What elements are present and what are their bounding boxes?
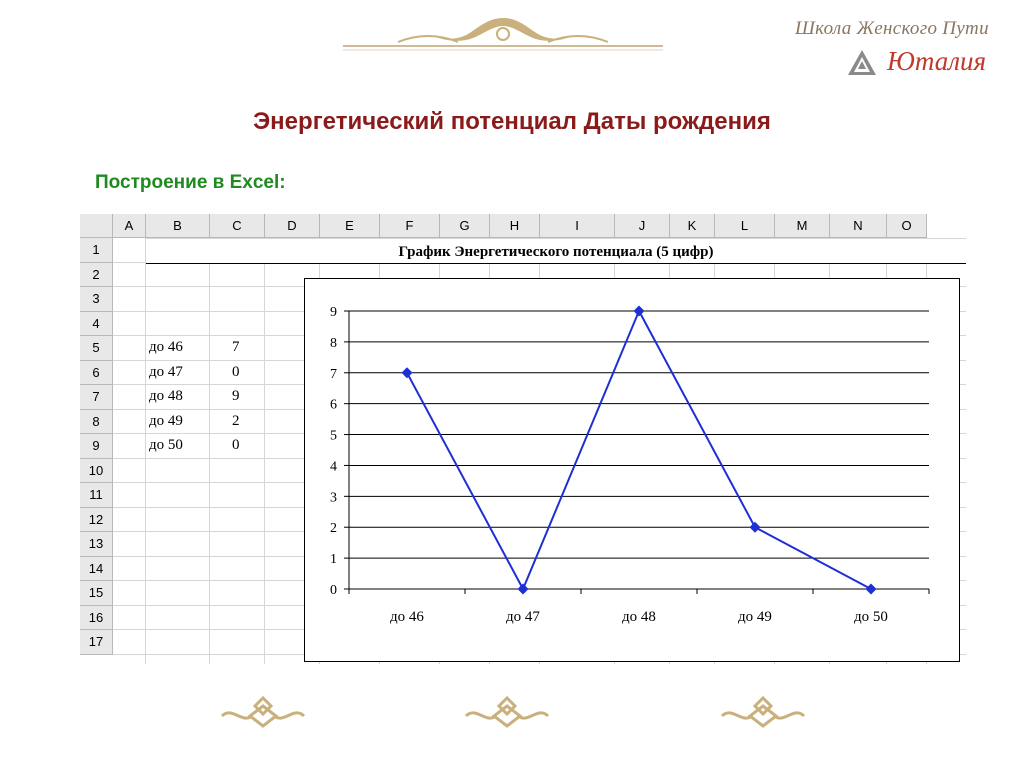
row-header: 5: [80, 336, 113, 361]
column-header: B: [146, 214, 210, 238]
column-header: I: [540, 214, 615, 238]
column-header: N: [830, 214, 887, 238]
x-tick-label: до 46: [390, 609, 424, 625]
series-line: [407, 311, 871, 589]
row-header: 9: [80, 434, 113, 459]
y-tick-label: 9: [330, 305, 337, 320]
bottom-ornament-right: [718, 694, 808, 730]
row-header: 6: [80, 361, 113, 386]
excel-sheet: [80, 214, 966, 664]
table-label-cell: до 48: [149, 388, 183, 404]
table-value-cell: 9: [232, 388, 240, 404]
table-label-cell: до 50: [149, 437, 183, 453]
y-tick-label: 4: [330, 459, 337, 475]
row-header: 8: [80, 410, 113, 435]
slide-title: Энергетический потенциал Даты рождения: [253, 108, 771, 135]
row-header: 3: [80, 287, 113, 312]
row-header: 10: [80, 459, 113, 484]
column-header: H: [490, 214, 540, 238]
column-header: F: [380, 214, 440, 238]
column-header: O: [887, 214, 927, 238]
column-header: A: [113, 214, 146, 238]
table-value-cell: 2: [232, 412, 240, 429]
brand-school-name: Школа Женского Пути: [795, 18, 989, 39]
line-chart: [305, 279, 961, 663]
column-gridline: [264, 238, 265, 664]
y-tick-label: 1: [330, 552, 337, 568]
row-header: 1: [80, 238, 113, 263]
column-header: J: [615, 214, 670, 238]
y-tick-label: 6: [330, 397, 337, 413]
lotus-icon: [845, 48, 879, 78]
data-point: [866, 584, 877, 595]
brand-logo: [845, 46, 1015, 80]
y-tick-label: 3: [330, 490, 337, 506]
bottom-ornament-left: [218, 694, 308, 730]
column-header: E: [320, 214, 380, 238]
row-header: 12: [80, 508, 113, 533]
row-header: 14: [80, 557, 113, 582]
bottom-ornament-center: [462, 694, 552, 730]
row-header: 4: [80, 312, 113, 337]
brand-name: Юталия: [887, 46, 987, 76]
sheet-corner: [80, 214, 113, 238]
table-label-cell: до 49: [149, 412, 183, 429]
y-tick-label: 2: [330, 521, 337, 537]
column-header: M: [775, 214, 830, 238]
column-header: K: [670, 214, 715, 238]
table-label-cell: до 46: [149, 339, 183, 355]
column-gridline: [145, 238, 146, 664]
x-tick-label: до 47: [506, 609, 540, 625]
table-value-cell: 7: [232, 339, 240, 355]
column-header: L: [715, 214, 775, 238]
y-tick-label: 0: [330, 583, 337, 598]
table-value-cell: 0: [232, 437, 240, 453]
row-header: 2: [80, 263, 113, 288]
data-point: [634, 306, 645, 317]
x-tick-label: до 49: [738, 609, 772, 625]
row-header: 16: [80, 606, 113, 631]
column-gridline: [209, 238, 210, 664]
y-tick-label: 7: [330, 366, 337, 382]
chart-title: График Энергетического потенциала (5 цифр): [146, 238, 966, 264]
data-point: [402, 367, 413, 378]
row-header: 17: [80, 630, 113, 655]
column-header: G: [440, 214, 490, 238]
x-tick-label: до 48: [622, 609, 656, 625]
y-tick-label: 8: [330, 335, 337, 351]
column-header: D: [265, 214, 320, 238]
row-header: 11: [80, 483, 113, 508]
row-header: 13: [80, 532, 113, 557]
table-value-cell: 0: [232, 363, 240, 380]
row-header: 7: [80, 385, 113, 410]
slide-subtitle: Построение в Excel:: [95, 172, 286, 193]
chart-area: [304, 278, 960, 662]
x-tick-label: до 50: [854, 609, 888, 625]
column-header: C: [210, 214, 265, 238]
y-tick-label: 5: [330, 428, 337, 444]
top-ornament: [338, 12, 668, 54]
data-point: [518, 584, 529, 595]
table-label-cell: до 47: [149, 363, 183, 380]
data-point: [750, 522, 761, 533]
row-header: 15: [80, 581, 113, 606]
